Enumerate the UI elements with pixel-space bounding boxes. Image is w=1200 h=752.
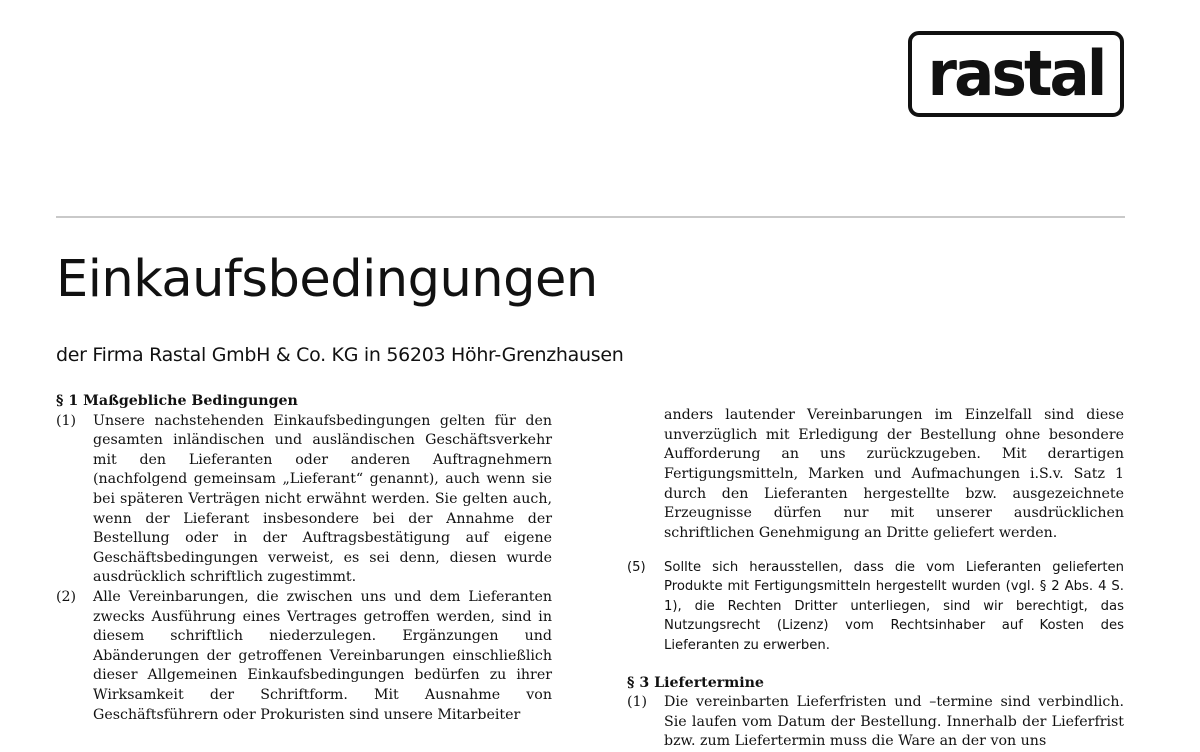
page-title: Einkaufsbedingungen	[56, 250, 598, 309]
section-2-paragraph-5	[627, 558, 1124, 656]
section-2-paragraph-4-continuation: anders lautender Vereinbarungen im Einzelfall sind diese unverzüglich mit Erledigung der Bestellung ohne besondere Aufforderung an uns zurückzugeben. Mit derartigen Fertigungsmitteln, Marken und Aufmachungen i.S.v. Satz 1 durch den Lieferanten hergestellte bzw. ausgezeichnete Erzeugnisse dürfen nur mit unserer ausdrücklichen schriftlichen Genehmigung an Dritte geliefert werden.	[664, 407, 1124, 541]
paragraph-number: (1)	[56, 412, 77, 429]
logo-text: rastal	[927, 37, 1105, 110]
section-1-heading: § 1 Maßgebliche Bedingungen	[56, 393, 298, 409]
paragraph-text: Sollte sich herausstellen, dass die vom Lieferanten gelieferten Produkte mit Fertigungsmitteln hergestellt wurden (vgl. § 2 Abs. 4 S. 1), die Rechten Dritter unterliegen, sind wir berechtigt, das Nutzungsrecht (Lizenz) vom Rechtsinhaber auf Kosten des Lieferanten zu erwerben.	[664, 559, 1124, 653]
right-column	[627, 392, 1124, 752]
section-1-paragraph-2	[56, 588, 552, 725]
rastal-logo	[908, 31, 1124, 117]
header-divider	[56, 216, 1125, 218]
section-1-paragraph-1	[56, 412, 552, 588]
paragraph-number: (1)	[627, 694, 648, 711]
section-3-paragraph-1	[627, 693, 1124, 752]
paragraph-text: Alle Vereinbarungen, die zwischen uns und dem Lieferanten zwecks Ausführung eines Vertrages getroffen werden, sind in diesem schriftlich niederzulegen. Ergänzungen und Abänderungen der getroffenen Vereinbarungen einschließlich dieser Allgemeinen Einkaufsbedingungen bedürfen zu ihrer Wirksamkeit der Schriftform. Mit Ausnahme von Geschäftsführern oder Prokuristen sind unsere Mitarbeiter	[93, 588, 552, 723]
paragraph-number: (2)	[56, 588, 77, 605]
paragraph-number: (5)	[627, 559, 646, 575]
paragraph-text: Unsere nachstehenden Einkaufsbedingungen gelten für den gesamten inländischen und ausländischen Geschäftsverkehr mit den Lieferanten oder anderen Auftragnehmern (nachfolgend gemeinsam „Lieferant“ genannt), auch wenn sie bei späteren Verträgen nicht erwähnt werden. Sie gelten auch, wenn der Lieferant insbesondere bei der Annahme der Bestellung oder in der Auftragsbestätigung auf eigene Geschäftsbedingungen verweist, es sei denn, diesen wurde ausdrücklich schriftlich zugestimmt.	[93, 412, 552, 586]
page-subtitle: der Firma Rastal GmbH & Co. KG in 56203 Höhr-Grenzhausen	[56, 344, 624, 366]
paragraph-text: Die vereinbarten Lieferfristen und –termine sind verbindlich. Sie laufen vom Datum der Bestellung. Innerhalb der Lieferfrist bzw. zum Liefertermin muss die Ware an der von uns	[664, 694, 1124, 750]
left-column	[56, 392, 552, 725]
section-3-heading: § 3 Liefertermine	[627, 674, 764, 691]
